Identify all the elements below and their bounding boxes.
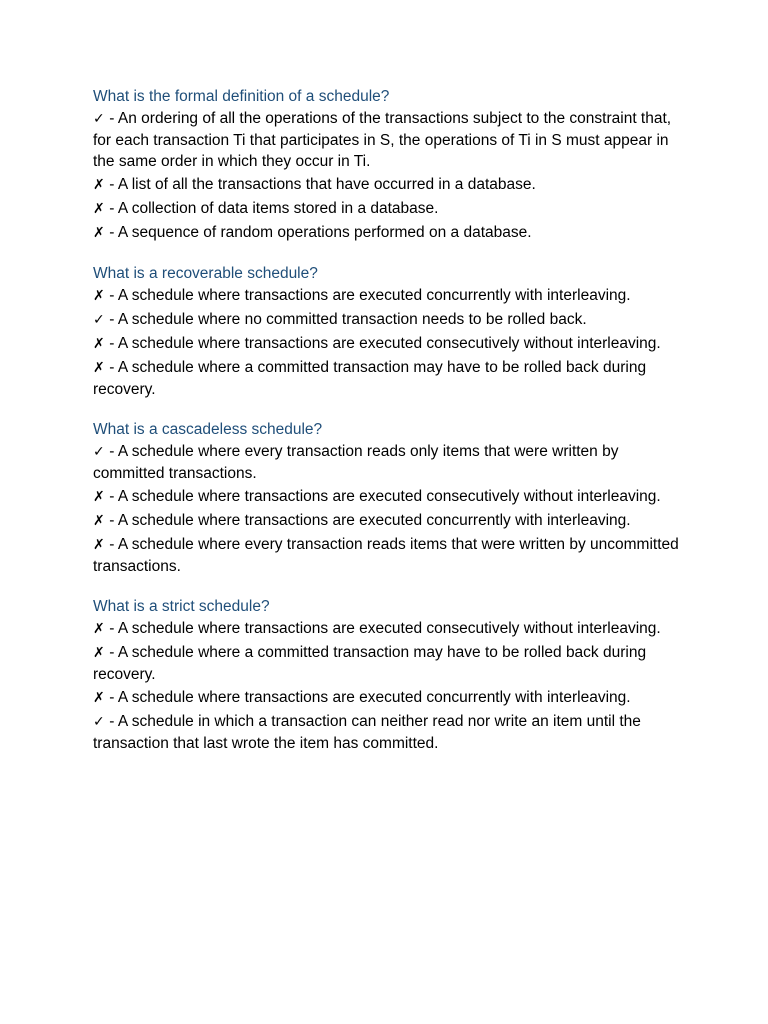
question-heading: What is a recoverable schedule? [93, 265, 318, 282]
answer-text: A schedule where a committed transaction may have to be rolled back during recovery. [93, 359, 647, 398]
answer-option: ✗ - A schedule where transactions are executed concurrently with interleaving. [93, 285, 683, 307]
answer-mark-icon: ✗ [93, 537, 105, 553]
question-block [93, 420, 683, 577]
answer-mark-icon: ✗ [93, 177, 105, 193]
answer-mark-icon: ✗ [93, 288, 105, 304]
answer-mark-icon: ✗ [93, 360, 105, 376]
answer-text: A schedule where every transaction reads items that were written by uncommitted transactions. [93, 536, 679, 575]
answer-option: ✗ - A schedule where transactions are executed consecutively without interleaving. [93, 618, 683, 640]
answer-option: ✗ - A schedule where a committed transaction may have to be rolled back during recovery. [93, 359, 647, 398]
question-block [93, 87, 683, 244]
answer-text: A schedule where no committed transaction needs to be rolled back. [117, 311, 587, 328]
question-heading: What is a strict schedule? [93, 598, 270, 615]
answer-text: A schedule where transactions are executed concurrently with interleaving. [117, 689, 631, 706]
question-heading: What is a cascadeless schedule? [93, 421, 323, 438]
answer-text: A schedule where transactions are executed consecutively without interleaving. [117, 335, 661, 352]
answer-mark-icon: ✓ [93, 111, 105, 127]
answer-text: A schedule where transactions are executed consecutively without interleaving. [117, 620, 661, 637]
answer-text: A schedule where every transaction reads only items that were written by committed transactions. [93, 443, 619, 482]
answer-mark-icon: ✗ [93, 225, 105, 241]
answer-option: ✗ - A collection of data items stored in a database. [93, 198, 683, 220]
answer-mark-icon: ✓ [93, 714, 105, 730]
answer-text: A collection of data items stored in a database. [117, 200, 439, 217]
answer-option: ✗ - A sequence of random operations performed on a database. [93, 222, 683, 244]
answer-option: ✗ - A schedule where a committed transaction may have to be rolled back during recovery. [93, 644, 647, 683]
answer-option: ✗ - A schedule where transactions are executed consecutively without interleaving. [93, 333, 683, 355]
answer-mark-icon: ✓ [93, 444, 105, 460]
answer-option: ✗ - A schedule where transactions are executed concurrently with interleaving. [93, 687, 683, 709]
question-block [93, 264, 683, 400]
answer-mark-icon: ✗ [93, 645, 105, 661]
answer-mark-icon: ✗ [93, 489, 105, 505]
answer-option: ✗ - A list of all the transactions that have occurred in a database. [93, 174, 683, 196]
answer-option: ✗ - A schedule where transactions are executed concurrently with interleaving. [93, 510, 683, 532]
answer-text: A schedule where transactions are executed concurrently with interleaving. [117, 512, 631, 529]
answer-mark-icon: ✗ [93, 513, 105, 529]
answer-text: A schedule where transactions are executed concurrently with interleaving. [117, 287, 631, 304]
answer-text: A schedule where a committed transaction may have to be rolled back during recovery. [93, 644, 647, 683]
answer-text: A sequence of random operations performed on a database. [117, 224, 532, 241]
answer-option: ✓ - A schedule where no committed transaction needs to be rolled back. [93, 309, 683, 331]
answer-option: ✗ - A schedule where transactions are executed consecutively without interleaving. [93, 486, 683, 508]
answer-text: An ordering of all the operations of the transactions subject to the constraint that, for each transaction Ti that participates in S, the operations of Ti in S must appear in the same order in which they occur in Ti. [93, 110, 672, 170]
document-page [93, 87, 683, 774]
answer-option: ✓ - An ordering of all the operations of the transactions subject to the constraint that, for each transaction Ti that participates in S, the operations of Ti in S must appear in the same order in which they occur in Ti. [93, 110, 672, 170]
answer-mark-icon: ✓ [93, 312, 105, 328]
answer-mark-icon: ✗ [93, 201, 105, 217]
answer-option: ✓ - A schedule where every transaction reads only items that were written by committed transactions. [93, 443, 619, 482]
answer-text: A schedule where transactions are executed consecutively without interleaving. [117, 488, 661, 505]
answer-option: ✗ - A schedule where every transaction reads items that were written by uncommitted transactions. [93, 536, 679, 575]
answer-text: A schedule in which a transaction can neither read nor write an item until the transaction that last wrote the item has committed. [93, 713, 641, 752]
answer-mark-icon: ✗ [93, 621, 105, 637]
question-block [93, 597, 683, 754]
answer-option: ✓ - A schedule in which a transaction can neither read nor write an item until the transaction that last wrote the item has committed. [93, 713, 641, 752]
question-heading: What is the formal definition of a schedule? [93, 88, 390, 105]
answer-text: A list of all the transactions that have occurred in a database. [117, 176, 536, 193]
answer-mark-icon: ✗ [93, 336, 105, 352]
answer-mark-icon: ✗ [93, 690, 105, 706]
